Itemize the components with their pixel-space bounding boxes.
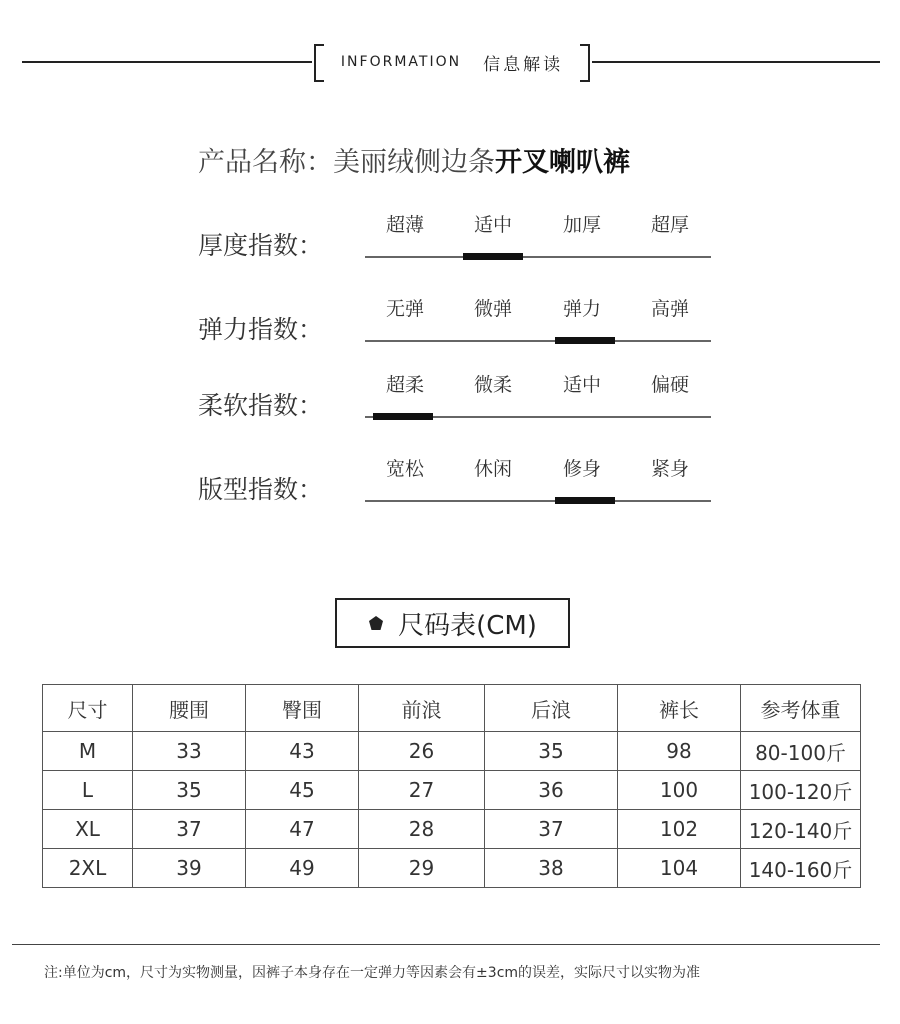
table-cell: 100-120斤	[741, 771, 861, 810]
index-option: 偏硬	[650, 374, 689, 396]
footer-rule	[12, 944, 880, 945]
index-track	[365, 500, 711, 502]
pentagon-icon	[368, 615, 384, 631]
index-option: 微弹	[473, 298, 512, 320]
table-cell: 102	[618, 810, 741, 849]
header-chinese: 信息解读	[483, 54, 564, 75]
table-cell: 33	[133, 732, 246, 771]
index-option: 超薄	[385, 214, 424, 236]
size-table	[42, 684, 861, 888]
index-option: 宽松	[385, 458, 424, 480]
table-cell: 2XL	[43, 849, 133, 888]
product-name-regular: 美丽绒侧边条	[333, 147, 495, 178]
table-row	[43, 771, 861, 810]
index-option: 超厚	[650, 214, 689, 236]
section-header	[314, 44, 590, 80]
index-label: 柔软指数：	[198, 391, 324, 420]
index-option: 休闲	[473, 458, 512, 480]
index-track	[365, 256, 711, 258]
index-option: 适中	[473, 214, 512, 236]
index-option: 无弹	[385, 298, 424, 320]
table-header-cell: 腰围	[133, 685, 246, 732]
table-header-row	[43, 685, 861, 732]
table-row	[43, 732, 861, 771]
table-cell: 45	[246, 771, 359, 810]
table-header-cell: 尺寸	[43, 685, 133, 732]
table-cell: 35	[485, 732, 618, 771]
header-rule-right	[592, 61, 880, 63]
table-cell: 80-100斤	[741, 732, 861, 771]
bracket-right	[580, 44, 590, 82]
index-selected-marker	[555, 337, 615, 344]
table-cell: 37	[485, 810, 618, 849]
index-option: 紧身	[650, 458, 689, 480]
table-cell: 38	[485, 849, 618, 888]
index-option: 加厚	[562, 214, 601, 236]
table-cell: 49	[246, 849, 359, 888]
table-cell: XL	[43, 810, 133, 849]
table-cell: 36	[485, 771, 618, 810]
table-cell: 120-140斤	[741, 810, 861, 849]
size-chart-title	[335, 598, 570, 648]
index-option: 适中	[562, 374, 601, 396]
index-track	[365, 340, 711, 342]
table-cell: 27	[359, 771, 485, 810]
table-cell: L	[43, 771, 133, 810]
index-label: 版型指数：	[198, 475, 324, 504]
index-label: 弹力指数：	[198, 315, 324, 344]
table-cell: 26	[359, 732, 485, 771]
table-cell: 100	[618, 771, 741, 810]
header-english: INFORMATION	[340, 54, 462, 70]
header-rule-left	[22, 61, 312, 63]
index-option: 高弹	[650, 298, 689, 320]
table-cell: 47	[246, 810, 359, 849]
table-cell: 98	[618, 732, 741, 771]
size-chart-title-text: 尺码表(CM)	[398, 610, 537, 641]
table-cell: 39	[133, 849, 246, 888]
index-selected-marker	[463, 253, 523, 260]
table-cell: M	[43, 732, 133, 771]
index-option: 修身	[562, 458, 601, 480]
index-label: 厚度指数：	[198, 231, 324, 260]
table-header-cell: 裤长	[618, 685, 741, 732]
index-option: 微柔	[473, 374, 512, 396]
table-header-cell: 参考体重	[741, 685, 861, 732]
table-header-cell: 后浪	[485, 685, 618, 732]
table-cell: 28	[359, 810, 485, 849]
table-cell: 104	[618, 849, 741, 888]
table-row	[43, 810, 861, 849]
product-name-bold: 开叉喇叭裤	[495, 147, 630, 178]
table-cell: 29	[359, 849, 485, 888]
product-label: 产品名称：	[198, 147, 333, 178]
index-selected-marker	[373, 413, 433, 420]
table-cell: 37	[133, 810, 246, 849]
footer-note: 注:单位为cm，尺寸为实物测量，因裤子本身存在一定弹力等因素会有±3cm的误差，实际尺寸以实物为准	[44, 965, 701, 981]
product-name	[198, 140, 630, 179]
table-header-cell: 前浪	[359, 685, 485, 732]
table-cell: 43	[246, 732, 359, 771]
bracket-left	[314, 44, 324, 82]
index-selected-marker	[555, 497, 615, 504]
table-row	[43, 849, 861, 888]
index-option: 超柔	[385, 374, 424, 396]
index-option: 弹力	[562, 298, 601, 320]
table-cell: 140-160斤	[741, 849, 861, 888]
table-header-cell: 臀围	[246, 685, 359, 732]
table-cell: 35	[133, 771, 246, 810]
